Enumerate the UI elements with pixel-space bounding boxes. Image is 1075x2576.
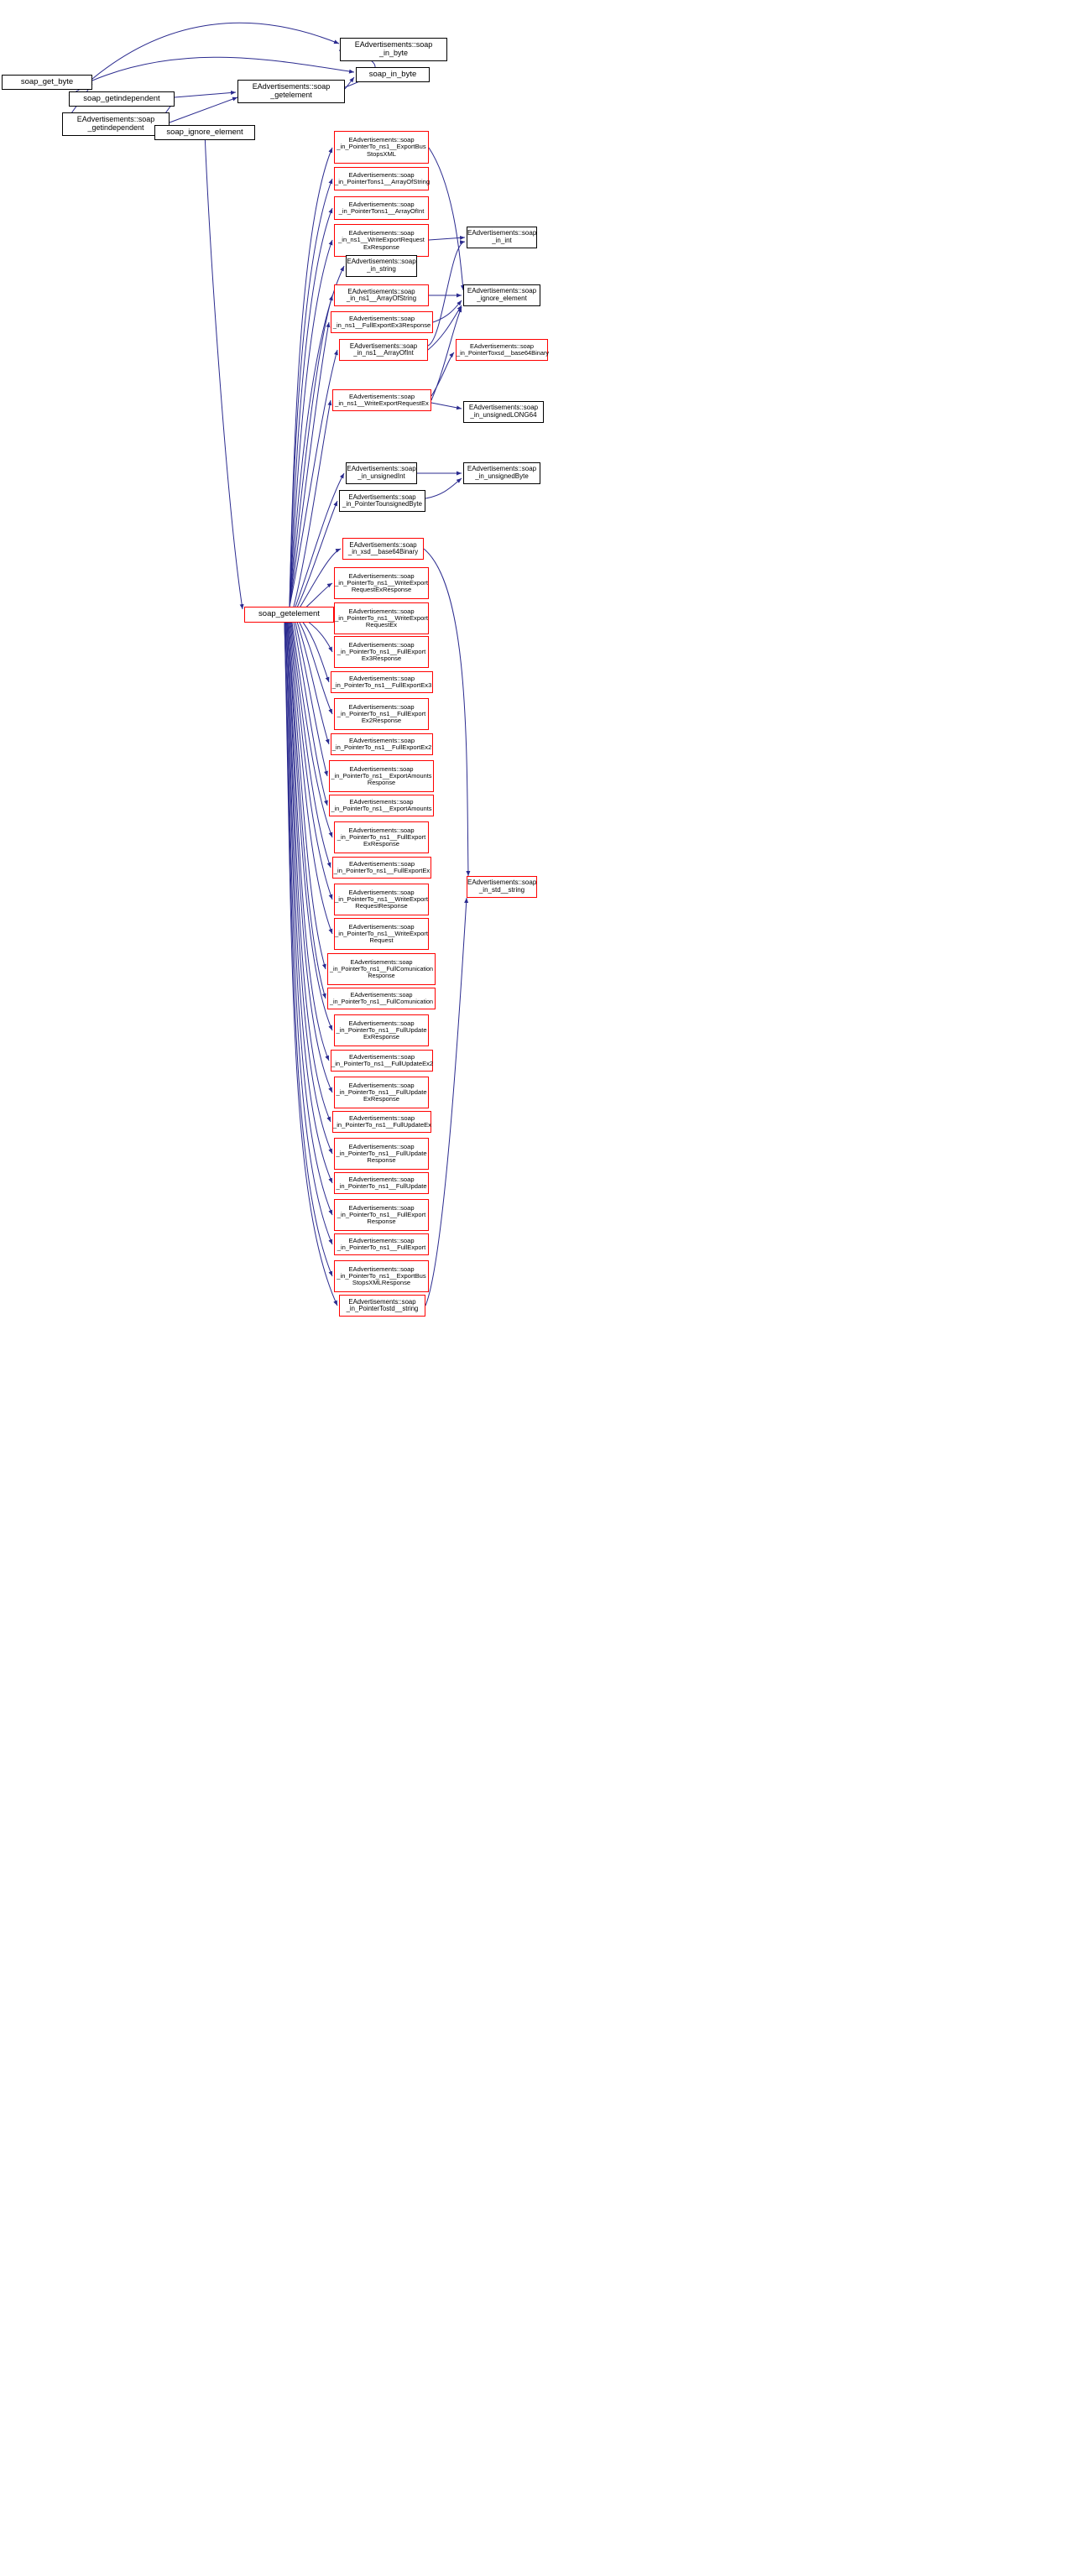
graph-node-label: EAdvertisements::soap _in_PointerTo_ns1__FullExport bbox=[337, 1236, 426, 1251]
graph-node-label: soap_get_byte bbox=[20, 76, 74, 86]
graph-node-label: EAdvertisements::soap _in_byte bbox=[354, 40, 433, 57]
graph-node-n_ptr_fullexportex3[interactable] bbox=[331, 671, 433, 693]
graph-node-n_ptr_fullexport[interactable] bbox=[334, 1233, 429, 1255]
graph-node-label: EAdvertisements::soap _in_PointerTo_ns1__FullExport ExResponse bbox=[337, 826, 426, 848]
graph-node-n_ptr_writeexportrequestex[interactable] bbox=[334, 602, 429, 634]
graph-node-label: EAdvertisements::soap _in_PointerTo_ns1__FullUpdate ExResponse bbox=[336, 1019, 427, 1041]
graph-node-label: EAdvertisements::soap _in_string bbox=[347, 258, 416, 273]
graph-node-label: EAdvertisements::soap _in_std__string bbox=[467, 879, 537, 894]
graph-node-label: EAdvertisements::soap _getelement bbox=[252, 82, 331, 99]
graph-node-label: EAdvertisements::soap _in_xsd__base64Binary bbox=[347, 540, 419, 555]
graph-node-n_ptr_fullupdateexresponse[interactable] bbox=[334, 1077, 429, 1108]
graph-node-label: EAdvertisements::soap _in_PointerTo_ns1__ExportAmounts Response bbox=[331, 765, 432, 786]
graph-node-label: soap_getindependent bbox=[83, 93, 160, 103]
graph-node-soap_in_byte[interactable] bbox=[356, 67, 430, 82]
graph-node-n_ptr_fullupdateex2[interactable] bbox=[331, 1050, 433, 1072]
graph-node-label: EAdvertisements::soap _in_PointerTo_ns1__FullExport Ex3Response bbox=[337, 640, 426, 663]
graph-node-n_arrayofstring_ptr[interactable] bbox=[334, 167, 429, 190]
graph-node-label: EAdvertisements::soap _in_PointerTostd__string bbox=[346, 1297, 419, 1312]
graph-node-n_ptr_writeexportrequest[interactable] bbox=[334, 918, 429, 950]
graph-node-label: EAdvertisements::soap _in_ns1__WriteExportRequest ExResponse bbox=[338, 229, 425, 251]
graph-node-n_ptr_fullexportex3response[interactable] bbox=[334, 636, 429, 668]
graph-node-label: EAdvertisements::soap _in_PointerTo_ns1__FullExport Ex2Response bbox=[337, 702, 426, 725]
graph-node-n_ptr_fullexportex2response[interactable] bbox=[334, 698, 429, 730]
graph-node-label: EAdvertisements::soap _in_PointerTo_ns1__FullExportEx2 bbox=[331, 736, 432, 751]
graph-node-ea_soap_getindependent[interactable] bbox=[62, 112, 170, 136]
graph-node-label: EAdvertisements::soap _in_PointerTo_ns1__WriteExport RequestEx bbox=[335, 607, 428, 629]
graph-node-label: EAdvertisements::soap _in_PointerTo_ns1__ExportAmounts bbox=[331, 798, 432, 812]
graph-node-n_unsignedint[interactable] bbox=[346, 462, 417, 484]
graph-node-label: EAdvertisements::soap _in_PointerTons1__ArrayOfString bbox=[335, 170, 431, 185]
graph-node-label: EAdvertisements::soap _in_PointerTo_ns1__WriteExport Request bbox=[335, 922, 428, 945]
graph-node-n_ptr_writeexportrequestresponse[interactable] bbox=[334, 884, 429, 915]
graph-node-label: soap_ignore_element bbox=[166, 127, 243, 137]
graph-node-n_ptr_fullcomunicationresponse[interactable] bbox=[327, 953, 436, 985]
graph-node-label: EAdvertisements::soap _in_ns1__ArrayOfString bbox=[346, 287, 417, 302]
graph-node-n_fullexportex3response[interactable] bbox=[331, 311, 433, 333]
graph-node-n_ptr_fullcomunication[interactable] bbox=[327, 988, 436, 1009]
graph-node-label: EAdvertisements::soap _in_PointerTo_ns1__FullUpdate Response bbox=[336, 1142, 427, 1165]
graph-node-n_ptr_fullexportex2[interactable] bbox=[331, 733, 433, 755]
graph-node-n_arrayofint_ptr[interactable] bbox=[334, 196, 429, 220]
graph-node-label: EAdvertisements::soap _in_PointerTo_ns1__FullExportEx3 bbox=[331, 674, 432, 689]
graph-node-n_ptr_fullupdateresponse[interactable] bbox=[334, 1138, 429, 1170]
graph-node-n_ptr_exportamounts[interactable] bbox=[329, 795, 434, 816]
graph-node-n_ptr_fullexportresponse[interactable] bbox=[334, 1199, 429, 1231]
graph-node-label: EAdvertisements::soap _in_PointerTo_ns1__FullComunication Response bbox=[329, 958, 434, 979]
graph-node-n_ptr_writeexportrequestexresponse[interactable] bbox=[334, 567, 429, 599]
graph-node-n_ns1_arrayofstring[interactable] bbox=[334, 284, 429, 306]
graph-node-label: EAdvertisements::soap _in_ns1__WriteExportRequestEx bbox=[335, 392, 429, 407]
graph-node-ea_soap_getelement[interactable] bbox=[237, 80, 345, 103]
graph-node-n_xsd_base64binary[interactable] bbox=[342, 538, 424, 560]
graph-node-n_ptr_exportbusstopsxmlresponse[interactable] bbox=[334, 1260, 429, 1292]
graph-node-label: soap_in_byte bbox=[368, 69, 417, 79]
graph-node-soap_getindependent[interactable] bbox=[69, 91, 175, 107]
graph-node-label: EAdvertisements::soap _in_int bbox=[467, 229, 537, 244]
graph-node-label: EAdvertisements::soap _in_PointerTo_ns1__WriteExport RequestResponse bbox=[335, 888, 428, 910]
graph-node-soap_ignore_element[interactable] bbox=[154, 125, 255, 140]
graph-node-n_ptr_fullupdateexresponse2[interactable] bbox=[334, 1014, 429, 1046]
graph-node-label: EAdvertisements::soap _in_ns1__FullExportEx3Response bbox=[332, 314, 431, 329]
graph-node-label: EAdvertisements::soap _in_PointerTo_ns1__ExportBus StopsXMLResponse bbox=[337, 1265, 426, 1287]
graph-node-label: EAdvertisements::soap _in_unsignedInt bbox=[347, 465, 416, 480]
graph-node-label: EAdvertisements::soap _in_unsignedLONG64 bbox=[468, 404, 539, 419]
graph-node-n_ignore_element[interactable] bbox=[463, 284, 540, 306]
graph-node-n_ptr_fullupdateex[interactable] bbox=[332, 1111, 431, 1133]
graph-node-n_ptr_fullupdate[interactable] bbox=[334, 1172, 429, 1194]
graph-node-label: EAdvertisements::soap _in_PointerTo_ns1__FullUpdate ExResponse bbox=[336, 1081, 427, 1103]
graph-node-n_std_string[interactable] bbox=[467, 876, 537, 898]
graph-node-n_writeexportrequestexresponse[interactable] bbox=[334, 224, 429, 257]
graph-node-label: EAdvertisements::soap _getindependent bbox=[76, 115, 155, 132]
graph-node-label: EAdvertisements::soap _in_PointerTounsignedByte bbox=[342, 493, 422, 508]
graph-node-n_unsignedlong64[interactable] bbox=[463, 401, 544, 423]
graph-node-label: EAdvertisements::soap _in_PointerTo_ns1__FullExportEx bbox=[333, 859, 431, 874]
graph-node-n_ptr_fullexportex[interactable] bbox=[332, 857, 431, 879]
graph-node-label: EAdvertisements::soap _in_unsignedByte bbox=[467, 465, 537, 480]
graph-node-n_ptr_exportamountsresponse[interactable] bbox=[329, 760, 434, 792]
graph-node-n_writeexportrequestex[interactable] bbox=[332, 389, 431, 411]
graph-node-label: EAdvertisements::soap _in_PointerTo_ns1__FullUpdateEx bbox=[333, 1113, 431, 1129]
graph-node-soap_get_byte[interactable] bbox=[2, 75, 92, 90]
graph-node-label: EAdvertisements::soap _in_PointerToxsd__base64Binary bbox=[457, 342, 550, 357]
graph-node-label: EAdvertisements::soap _in_PointerTo_ns1__ExportBus StopsXML bbox=[337, 136, 426, 158]
graph-node-n_ns1_arrayofint[interactable] bbox=[339, 339, 428, 361]
graph-node-n_in_int[interactable] bbox=[467, 227, 537, 248]
graph-node-n_ptr_std_string[interactable] bbox=[339, 1295, 425, 1317]
graph-node-n_ptr_toxsd_base64binary[interactable] bbox=[456, 339, 548, 361]
graph-node-label: EAdvertisements::soap _in_PointerTo_ns1__FullUpdateEx2 bbox=[331, 1052, 434, 1067]
graph-node-label: EAdvertisements::soap _in_ns1__ArrayOfInt bbox=[349, 342, 418, 357]
graph-node-n_unsignedbyte[interactable] bbox=[463, 462, 540, 484]
graph-node-label: EAdvertisements::soap _in_PointerTo_ns1__WriteExport RequestExResponse bbox=[335, 571, 428, 594]
graph-node-label: EAdvertisements::soap _in_PointerTo_ns1__FullComunication bbox=[329, 991, 434, 1005]
graph-node-label: EAdvertisements::soap _ignore_element bbox=[467, 287, 537, 302]
graph-node-n_exportbusstopsxml[interactable] bbox=[334, 131, 429, 164]
graph-node-label: EAdvertisements::soap _in_PointerTons1__ArrayOfInt bbox=[338, 200, 425, 215]
graph-node-label: EAdvertisements::soap _in_PointerTo_ns1__FullExport Response bbox=[337, 1203, 426, 1226]
graph-node-n_in_string[interactable] bbox=[346, 255, 417, 277]
graph-node-n_ptr_fullexportexresponse[interactable] bbox=[334, 821, 429, 853]
graph-node-n_ptr_tounsignedbyte[interactable] bbox=[339, 490, 425, 512]
graph-node-soap_getelement[interactable] bbox=[244, 607, 334, 623]
graph-node-label: EAdvertisements::soap _in_PointerTo_ns1__FullUpdate bbox=[336, 1175, 427, 1190]
graph-node-label: soap_getelement bbox=[258, 609, 320, 619]
graph-node-ea_soap_in_byte[interactable] bbox=[340, 38, 447, 61]
